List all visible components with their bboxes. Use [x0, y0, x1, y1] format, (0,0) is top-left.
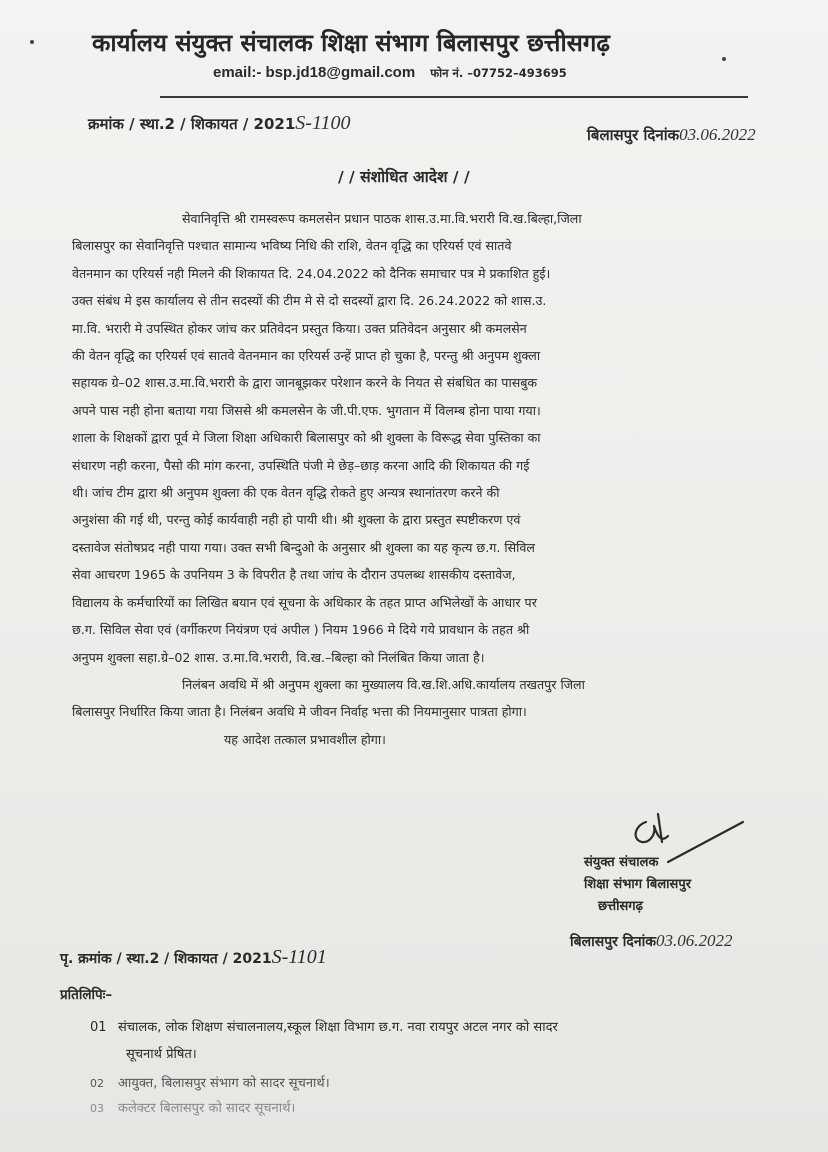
- body-line: निलंबन अवधि में श्री अनुपम शुक्ला का मुख्यालय वि.ख.शि.अधि.कार्यालय तखतपुर जिला: [182, 676, 585, 692]
- reference-prefix: क्रमांक / स्था.2 / शिकायत / 2021: [88, 115, 296, 133]
- signatory-block: [584, 852, 691, 918]
- body-line: सेवानिवृत्ति श्री रामस्वरूप कमलसेन प्रधान पाठक शास.उ.मा.वि.भरारी वि.ख.बिल्हा,जिला: [182, 211, 582, 226]
- body-line: छ.ग. सिविल सेवा एवं (वर्गीकरण नियंत्रण एवं अपील ) नियम 1966 मे दिये गये प्रावधान के तहत श्री: [72, 622, 530, 638]
- order-reference: [88, 112, 350, 135]
- copy-list: [90, 1014, 558, 1122]
- order-subject: / / संशोधित आदेश / /: [338, 168, 470, 186]
- reference-number: S-1100: [295, 112, 351, 134]
- body-line: यह आदेश तत्काल प्रभावशील होगा।: [224, 731, 386, 747]
- body-line: अनुशंसा की गई थी, परन्तु कोई कार्यवाही नही हो पायी थी। श्री शुक्ला के द्वारा प्रस्तुत स्पष्टीकरण एवं: [72, 512, 521, 528]
- body-line: संधारण नही करना, पैसो की मांग करना, उपस्थिति पंजी मे छेड़–छाड़ करना आदि की शिकायत की गई: [72, 457, 530, 473]
- body-line: अनुपम शुक्ला सहा.ग्रे–02 शास. उ.मा.वि.भरारी, वि.ख.–बिल्हा को निलंबित किया जाता है।: [72, 649, 485, 665]
- body-line: सहायक ग्रे–02 शास.उ.मा.वि.भरारी के द्वारा जानबूझकर परेशान करने के नियत से संबधित का पासबुक: [72, 375, 538, 391]
- copy-item: 02 आयुक्त, बिलासपुर संभाग को सादर सूचनार्थ।: [90, 1076, 330, 1091]
- body-line: सेवा आचरण 1965 के उपनियम 3 के विपरीत है तथा जांच के दौरान उपलब्ध शासकीय दस्तावेज,: [72, 567, 516, 583]
- order-body: [72, 205, 762, 753]
- body-line: बिलासपुर निर्धारित किया जाता है। निलंबन अवधि मे जीवन निर्वाह भत्ता की नियमानुसार पात्रता होगा।: [72, 704, 527, 720]
- endorsement-date: 03.06.2022: [655, 931, 733, 950]
- copy-item: 03 कलेक्टर बिलासपुर को सादर सूचनार्थ।: [90, 1101, 296, 1116]
- signatory-title: संयुक्त संचालक: [584, 855, 659, 870]
- copy-to-label: प्रतिलिपिः–: [60, 987, 113, 1003]
- place-label: बिलासपुर दिनांक: [587, 126, 680, 144]
- scan-speck: [722, 57, 726, 61]
- copy-item: सूचनार्थ प्रेषित।: [126, 1047, 197, 1062]
- office-title: कार्यालय संयुक्त संचालक शिक्षा संभाग बिलासपुर छत्तीसगढ़: [92, 29, 610, 57]
- body-line: वेतनमान का एरियर्स नही मिलने की शिकायत दि. 24.04.2022 को दैनिक समाचार पत्र मे प्रकाशित हुई।: [72, 265, 551, 281]
- endorsement-reference: [60, 946, 327, 969]
- phone-number: फोन नं. –07752–493695: [430, 66, 567, 80]
- body-line: शाला के शिक्षकों द्वारा पूर्व मे जिला शिक्षा अधिकारी बिलासपुर को श्री शुक्ला के विरूद्ध सेवा पुस्तिका का: [72, 430, 541, 446]
- endorsement-date-line: [570, 931, 732, 951]
- order-date: 03.06.2022: [679, 125, 756, 144]
- email-address: email:- bsp.jd18@gmail.com: [213, 64, 416, 81]
- signatory-state: छत्तीसगढ़: [598, 899, 643, 914]
- body-line: उक्त संबंध मे इस कार्यालय से तीन सदस्यों की टीम मे से दो सदस्यों द्वारा दि. 26.24.2022 को शास.उ.: [72, 293, 547, 309]
- header-divider: [160, 96, 748, 98]
- body-line: अपने पास नही होना बताया गया जिससे श्री कमलसेन के जी.पी.एफ. भुगतान में विलम्ब होना पाया गया।: [72, 402, 541, 418]
- body-line: मा.वि. भरारी मे उपस्थित होकर जांच कर प्रतिवेदन प्रस्तुत किया। उक्त प्रतिवेदन अनुसार श्री कमलसेन: [72, 320, 527, 336]
- scan-speck: [30, 40, 34, 44]
- signatory-office: शिक्षा संभाग बिलासपुर: [584, 877, 692, 892]
- body-line: बिलासपुर का सेवानिवृत्ति पश्चात सामान्य भविष्य निधि की राशि, वेतन वृद्धि का एरियर्स एवं सातवे: [72, 238, 512, 254]
- place-label: बिलासपुर दिनांक: [570, 934, 656, 950]
- reference-prefix: पृ. क्रमांक / स्था.2 / शिकायत / 2021: [60, 951, 272, 967]
- order-date-line: [587, 125, 756, 145]
- body-line: दस्तावेज संतोषप्रद नही पाया गया। उक्त सभी बिन्दुओ के अनुसार श्री शुक्ला का यह कृत्य छ.ग. सिविल: [72, 539, 535, 555]
- reference-number: S-1101: [271, 946, 327, 968]
- contact-line: [213, 64, 567, 81]
- body-line: की वेतन वृद्धि का एरियर्स एवं सातवे वेतनमान का एरियर्स उन्हें प्राप्त हो चुका है, परन्तु श्री अनुपम शुक्ला: [72, 348, 541, 364]
- copy-item: 01 संचालक, लोक शिक्षण संचालनालय,स्कूल शिक्षा विभाग छ.ग. नवा रायपुर अटल नगर को सादर: [90, 1020, 558, 1035]
- body-line: विद्यालय के कर्मचारियों का लिखित बयान एवं सूचना के अधिकार के तहत प्राप्त अभिलेखों के आधार पर: [72, 594, 537, 610]
- body-line: थी। जांच टीम द्वारा श्री अनुपम शुक्ला की एक वेतन वृद्धि रोकते हुए अन्यत्र स्थानांतरण करने की: [72, 485, 500, 501]
